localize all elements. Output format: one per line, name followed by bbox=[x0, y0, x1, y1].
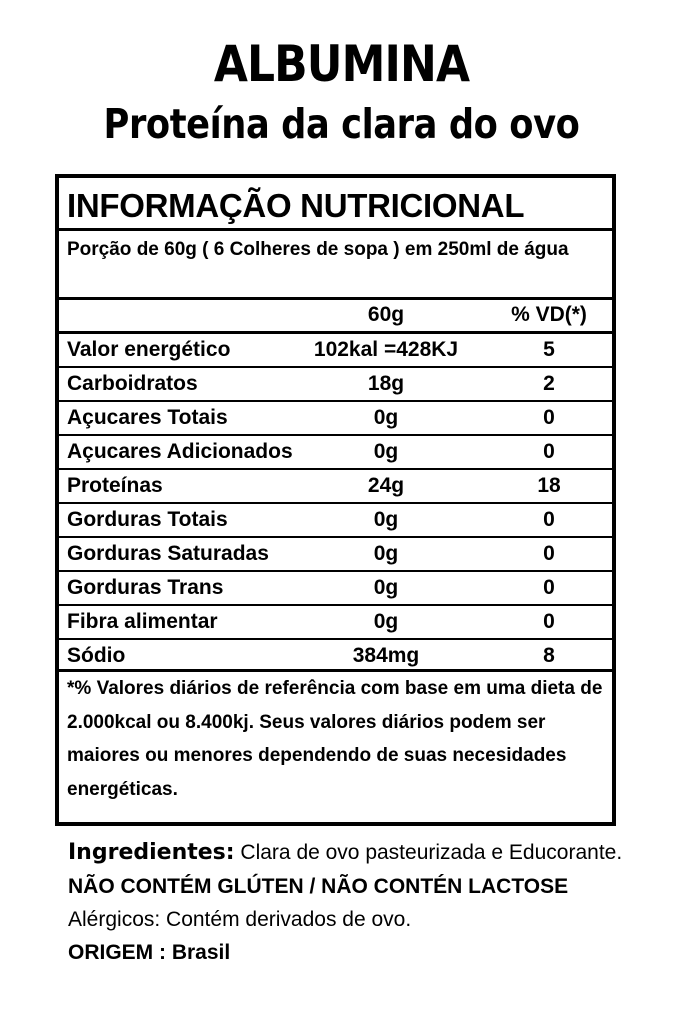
nutrient-row bbox=[59, 367, 612, 401]
nutrition-heading: INFORMAÇÃO NUTRICIONAL bbox=[67, 187, 525, 224]
nutrient-name: Gorduras Saturadas bbox=[67, 542, 269, 565]
nutrient-amount: 0g bbox=[373, 406, 399, 429]
portion-text: Porção de 60g ( 6 Colheres de sopa ) em 250ml de água bbox=[67, 239, 569, 260]
ingredients-line bbox=[68, 836, 668, 870]
allergens-statement: Alérgicos: Contém derivados de ovo. bbox=[68, 908, 412, 931]
product-subtitle: Proteína da clara do ovo bbox=[103, 100, 580, 148]
vd-column-header: % VD(*) bbox=[511, 303, 587, 326]
nutrient-amount: 384mg bbox=[352, 644, 420, 667]
nutrient-name: Gorduras Totais bbox=[67, 508, 228, 531]
nutrient-vd: 0 bbox=[543, 508, 555, 531]
divider bbox=[59, 228, 612, 231]
nutrient-vd: 18 bbox=[537, 474, 561, 497]
nutrient-vd: 8 bbox=[543, 644, 555, 667]
nutrient-vd: 0 bbox=[543, 610, 555, 633]
nutrient-row bbox=[59, 639, 612, 673]
nutrient-amount: 24g bbox=[367, 474, 405, 497]
nutrient-name: Sódio bbox=[67, 644, 126, 667]
nutrient-amount: 0g bbox=[373, 576, 399, 599]
origin-statement: ORIGEM : Brasil bbox=[68, 941, 231, 964]
nutrient-amount: 0g bbox=[373, 508, 399, 531]
column-header-row bbox=[59, 298, 612, 332]
ingredients-label: Ingredientes: bbox=[68, 840, 235, 865]
nutrient-amount: 18g bbox=[367, 372, 405, 395]
nutrient-vd: 5 bbox=[543, 338, 555, 361]
nutrient-row bbox=[59, 605, 612, 639]
nutrient-row bbox=[59, 571, 612, 605]
nutrient-amount: 0g bbox=[373, 542, 399, 565]
nutrient-row bbox=[59, 503, 612, 537]
nutrient-vd: 0 bbox=[543, 440, 555, 463]
nutrition-facts-table bbox=[55, 174, 616, 826]
product-title: ALBUMINA bbox=[213, 35, 470, 93]
gluten-lactose-statement: NÃO CONTÉM GLÚTEN / NÃO CONTÉN LACTOSE bbox=[68, 875, 569, 898]
nutrient-row bbox=[59, 469, 612, 503]
nutrient-amount: 102kal =428KJ bbox=[313, 338, 459, 361]
nutrient-name: Proteínas bbox=[67, 474, 163, 497]
nutrient-name: Valor energético bbox=[67, 338, 231, 361]
nutrient-row bbox=[59, 537, 612, 571]
nutrient-row bbox=[59, 333, 612, 367]
amount-column-header: 60g bbox=[367, 303, 405, 326]
nutrient-vd: 2 bbox=[543, 372, 555, 395]
nutrient-name: Gorduras Trans bbox=[67, 576, 224, 599]
ingredients-text: Clara de ovo pasteurizada e Educorante. bbox=[240, 841, 623, 864]
nutrient-name: Carboidratos bbox=[67, 372, 198, 395]
nutrient-amount: 0g bbox=[373, 610, 399, 633]
nutrient-row bbox=[59, 435, 612, 469]
product-details bbox=[68, 836, 678, 969]
nutrient-vd: 0 bbox=[543, 542, 555, 565]
nutrient-name: Açucares Totais bbox=[67, 406, 228, 429]
nutrient-row bbox=[59, 401, 612, 435]
nutrient-amount: 0g bbox=[373, 440, 399, 463]
nutrient-name: Fibra alimentar bbox=[67, 610, 218, 633]
nutrient-vd: 0 bbox=[543, 576, 555, 599]
nutrient-vd: 0 bbox=[543, 406, 555, 429]
daily-values-footnote: *% Valores diários de referência com base em uma dieta de 2.000kcal ou 8.400kj. Seus valores diários podem ser maiores ou menores dependendo de suas necesidades energéticas. bbox=[67, 678, 603, 800]
nutrient-name: Açucares Adicionados bbox=[67, 440, 293, 463]
